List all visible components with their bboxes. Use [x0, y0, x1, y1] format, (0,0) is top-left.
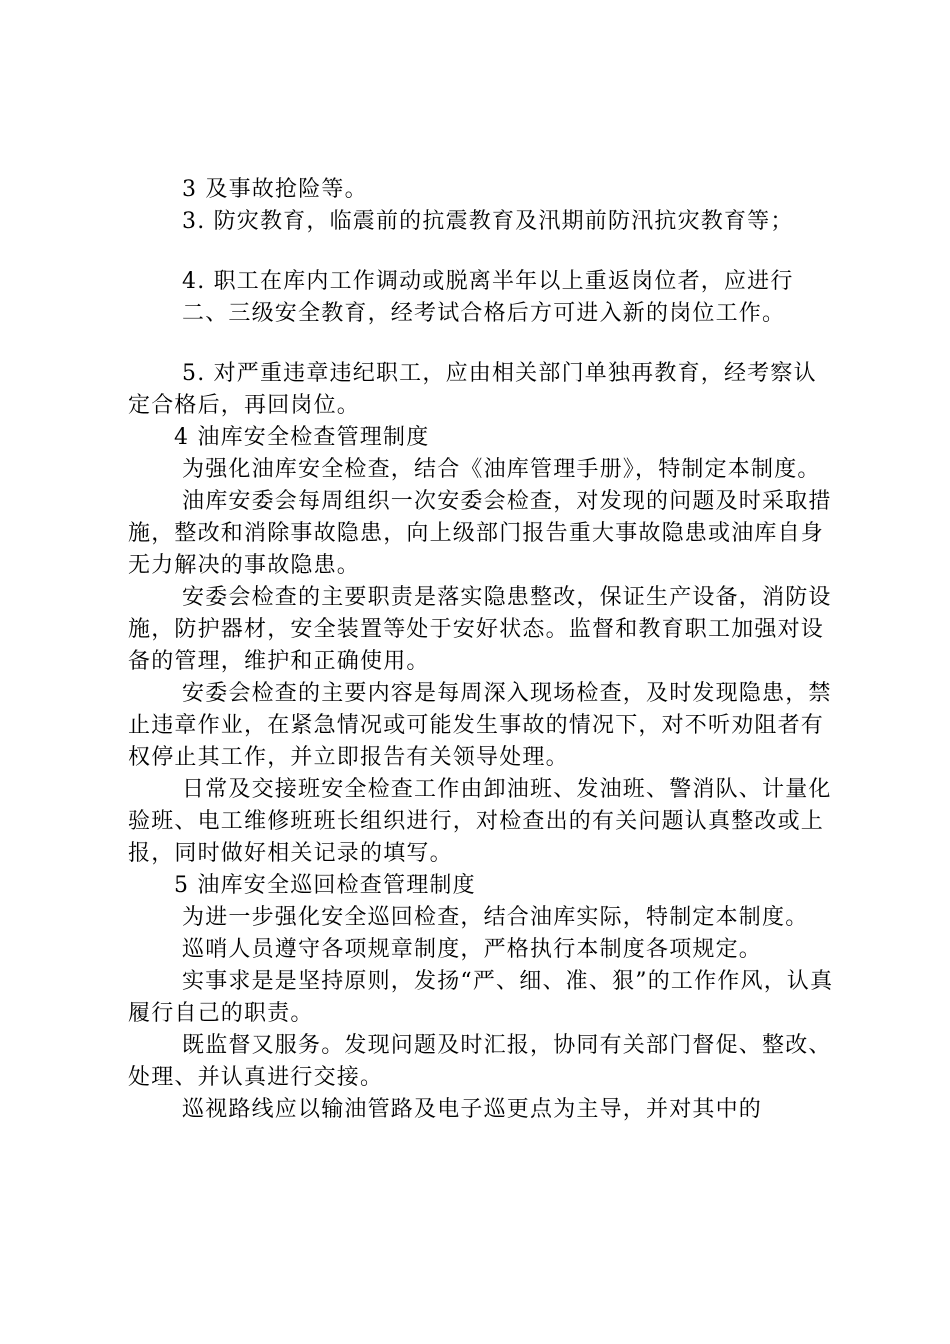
paragraph-6: 为强化油库安全检查，结合《油库管理手册》，特制定本制度。 — [182, 457, 821, 482]
paragraph-13: 实事求是是坚持原则，发扬“严、细、准、狠”的工作作风，认真履行自己的职责。 — [128, 969, 834, 1026]
paragraph-7: 油库安委会每周组织一次安委会检查，对发现的问题及时采取措施，整改和消除事故隐患，向上级部门报告重大事故隐患或油库自身无力解决的事故隐患。 — [128, 489, 832, 578]
paragraph-4: 二、三级安全教育，经考试合格后方可进入新的岗位工作。 — [182, 301, 786, 326]
paragraph-15: 巡视路线应以输油管路及电子巡更点为主导，并对其中的 — [182, 1097, 763, 1122]
paragraph-10: 日常及交接班安全检查工作由卸油班、发油班、警消队、计量化验班、电工维修班班长组织进行，对检查出的有关问题认真整改或上报，同时做好相关记录的填写。 — [128, 777, 832, 866]
paragraph-3: 4. 职工在库内工作调动或脱离半年以上重返岗位者，应进行 — [182, 269, 794, 294]
paragraph-1: 3 及事故抢险等。 — [182, 177, 368, 202]
spacer — [128, 330, 838, 358]
paragraph-2: 3. 防灾教育，临震前的抗震教育及汛期前防汛抗灾教育等； — [182, 209, 794, 234]
paragraph-8: 安委会检查的主要职责是落实隐患整改，保证生产设备，消防设施，防护器材，安全装置等处于安好状态。监督和教育职工加强对设备的管理，维护和正确使用。 — [128, 585, 832, 674]
spacer — [128, 238, 838, 266]
paragraph-12: 巡哨人员遵守各项规章制度，严格执行本制度各项规定。 — [182, 937, 763, 962]
document-body — [128, 174, 838, 1126]
paragraph-5: 5. 对严重违章违纪职工，应由相关部门单独再教育，经考察认定合格后，再回岗位。 — [128, 361, 817, 418]
paragraph-14: 既监督又服务。发现问题及时汇报，协同有关部门督促、整改、处理、并认真进行交接。 — [128, 1033, 832, 1090]
paragraph-11: 为进一步强化安全巡回检查，结合油库实际，特制定本制度。 — [182, 905, 809, 930]
section-heading-5: 5 油库安全巡回检查管理制度 — [174, 873, 476, 898]
paragraph-9: 安委会检查的主要内容是每周深入现场检查，及时发现隐患，禁止违章作业，在紧急情况或可能发生事故的情况下，对不听劝阻者有权停止其工作，并立即报告有关领导处理。 — [128, 681, 832, 770]
section-heading-4: 4 油库安全检查管理制度 — [174, 425, 430, 450]
